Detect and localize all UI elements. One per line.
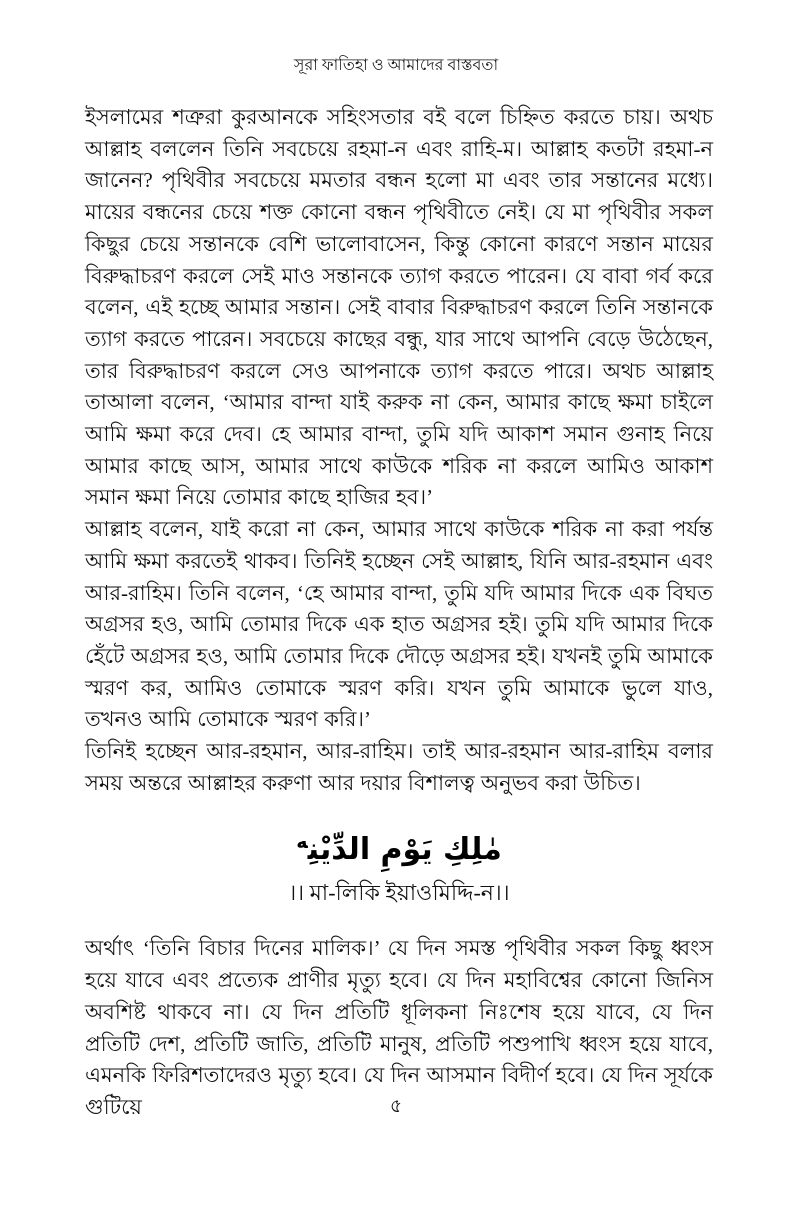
page-number: ৫	[389, 1096, 403, 1117]
arabic-verse-text: مٰلِكِ يَوْمِ الدِّيْنِ	[307, 832, 502, 868]
transliteration-line: ।। মা-লিকি ইয়াওমিদ্দি-ন।।	[288, 880, 510, 906]
body-paragraph-2: আল্লাহ বলেন, যাই করো না কেন, আমার সাথে কাউকে শরিক না করা পর্যন্ত আমি ক্ষমা করতেই থাকব। তিনিই হচ্ছেন সেই আল্লাহ, যিনি আর-রহমান এবং আর-রাহিম। তিনি বলেন, ‘হে আমার বান্দা, তুমি যদি আমার দিকে এক বিঘত অগ্রসর হও, আমি তোমার দিকে এক হাত অগ্রসর হই। তুমি যদি আমার দিকে হেঁটে অগ্রসর হও, আমি তোমার দিকে দৌড়ে অগ্রসর হই। যখনই তুমি আমাকে স্মরণ কর, আমিও তোমাকে স্মরণ করি। যখন তুমি আমাকে ভুলে যাও, তখনও আমি তোমাকে স্মরণ করি।’	[85, 517, 713, 732]
body-text-block	[85, 102, 713, 1124]
body-paragraph-1: ইসলামের শত্রুরা কুরআনকে সহিংসতার বই বলে চিহ্নিত করতে চায়। অথচ আল্লাহ বললেন তিনি সবচেয়ে রহমা-ন এবং রাহি-ম। আল্লাহ কতটা রহমা-ন জানেন? পৃথিবীর সবচেয়ে মমতার বন্ধন হলো মা এবং তার সন্তানের মধ্যে। মায়ের বন্ধনের চেয়ে শক্ত কোনো বন্ধন পৃথিবীতে নেই। যে মা পৃথিবীর সকল কিছুর চেয়ে সন্তানকে বেশি ভালোবাসেন, কিন্তু কোনো কারণে সন্তান মায়ের বিরুদ্ধাচরণ করলে সেই মাও সন্তানকে ত্যাগ করতে পারেন। যে বাবা গর্ব করে বলেন, এই হচ্ছে আমার সন্তান। সেই বাবার বিরুদ্ধাচরণ করলে তিনি সন্তানকে ত্যাগ করতে পারেন। সবচেয়ে কাছের বন্ধু, যার সাথে আপনি বেড়ে উঠেছেন, তার বিরুদ্ধাচরণ করলে সেও আপনাকে ত্যাগ করতে পারে। অথচ আল্লাহ তাআলা বলেন, ‘আমার বান্দা যাই করুক না কেন, আমার কাছে ক্ষমা চাইলে আমি ক্ষমা করে দেব। হে আমার বান্দা, তুমি যদি আকাশ সমান গুনাহ নিয়ে আমার কাছে আস, আমার সাথে কাউকে শরিক না করলে আমিও আকাশ সমান ক্ষমা নিয়ে তোমার কাছে হাজির হব।’	[85, 105, 714, 510]
arabic-verse	[85, 819, 713, 873]
ayah-end-mark-icon: ه	[296, 831, 308, 854]
body-paragraph-4: অর্থাৎ ‘তিনি বিচার দিনের মালিক।’ যে দিন সমস্ত পৃথিবীর সকল কিছু ধ্বংস হয়ে যাবে এবং প্রত্যেক প্রাণীর মৃত্যু হবে। যে দিন মহাবিশ্বের কোনো জিনিস অবশিষ্ট থাকবে না। যে দিন প্রতিটি ধূলিকনা নিঃশেষ হয়ে যাবে, যে দিন প্রতিটি দেশ, প্রতিটি জাতি, প্রতিটি মানুষ, প্রতিটি পশুপাখি ধ্বংস হয়ে যাবে, এমনকি ফিরিশতাদেরও মৃত্যু হবে। যে দিন আসমান বিদীর্ণ হবে। যে দিন সূর্যকে গুটিয়ে	[85, 936, 713, 1119]
running-header: সূরা ফাতিহা ও আমাদের বাস্তবতা	[293, 57, 499, 74]
body-paragraph-3: তিনিই হচ্ছেন আর-রহমান, আর-রাহিম। তাই আর-রহমান আর-রাহিম বলার সময় অন্তরে আল্লাহর করুণা আর দয়ার বিশালত্ব অনুভব করা উচিত।	[85, 739, 713, 795]
